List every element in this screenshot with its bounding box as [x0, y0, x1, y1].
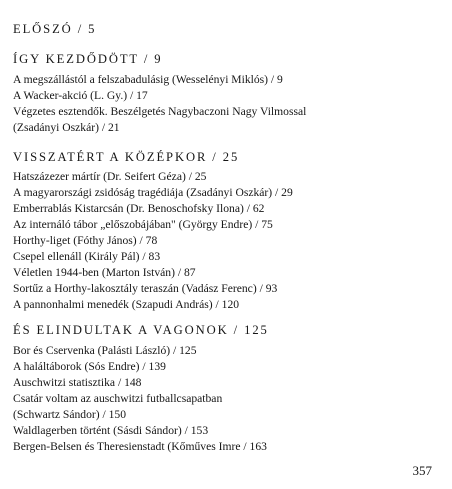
toc-entry: Csepel ellenáll (Király Pál) / 83 [13, 250, 161, 263]
toc-entry: Bergen-Belsen és Theresienstadt (Kőműves Imre / 163 [13, 440, 267, 453]
toc-entry: A magyarországi zsidóság tragédiája (Zsadányi Oszkár) / 29 [13, 186, 293, 199]
toc-entry: Bor és Cservenka (Palásti László) / 125 [13, 344, 197, 357]
section-heading: ELŐSZÓ / 5 [13, 22, 97, 36]
toc-entry: A haláltáborok (Sós Endre) / 139 [13, 360, 166, 373]
toc-entry: (Schwartz Sándor) / 150 [13, 408, 127, 421]
toc-entry: A megszállástól a felszabadulásig (Wesselényi Miklós) / 9 [13, 73, 283, 86]
toc-entry: Hatszázezer mártír (Dr. Seifert Géza) / 25 [13, 170, 207, 183]
toc-entry: Végzetes esztendők. Beszélgetés Nagybaczoni Nagy Vilmossal [13, 105, 307, 118]
toc-entry: Csatár voltam az auschwitzi futballcsapatban [13, 392, 223, 405]
toc-entry: Horthy-liget (Fóthy János) / 78 [13, 234, 158, 247]
toc-entry: A Wacker-akció (L. Gy.) / 17 [13, 89, 148, 102]
toc-entry: (Zsadányi Oszkár) / 21 [13, 121, 120, 134]
toc-entry: A pannonhalmi menedék (Szapudi András) / 120 [13, 298, 240, 311]
section-heading: ÉS ELINDULTAK A VAGONOK / 125 [13, 323, 269, 337]
toc-entry: Emberrablás Kistarcsán (Dr. Benoschofsky Ilona) / 62 [13, 202, 265, 215]
toc-entry: Sortűz a Horthy-lakosztály teraszán (Vadász Ferenc) / 93 [13, 282, 278, 295]
toc-entry: Véletlen 1944-ben (Marton István) / 87 [13, 266, 196, 279]
toc-entry: Waldlagerben történt (Sásdi Sándor) / 153 [13, 424, 209, 437]
section-heading: ÍGY KEZDŐDÖTT / 9 [13, 52, 163, 66]
section-heading: VISSZATÉRT A KÖZÉPKOR / 25 [13, 150, 240, 164]
toc-entry: Az internáló tábor „előszobájában" (György Endre) / 75 [13, 218, 273, 231]
toc-entry: Auschwitzi statisztika / 148 [13, 376, 142, 389]
page-number: 357 [412, 463, 432, 478]
